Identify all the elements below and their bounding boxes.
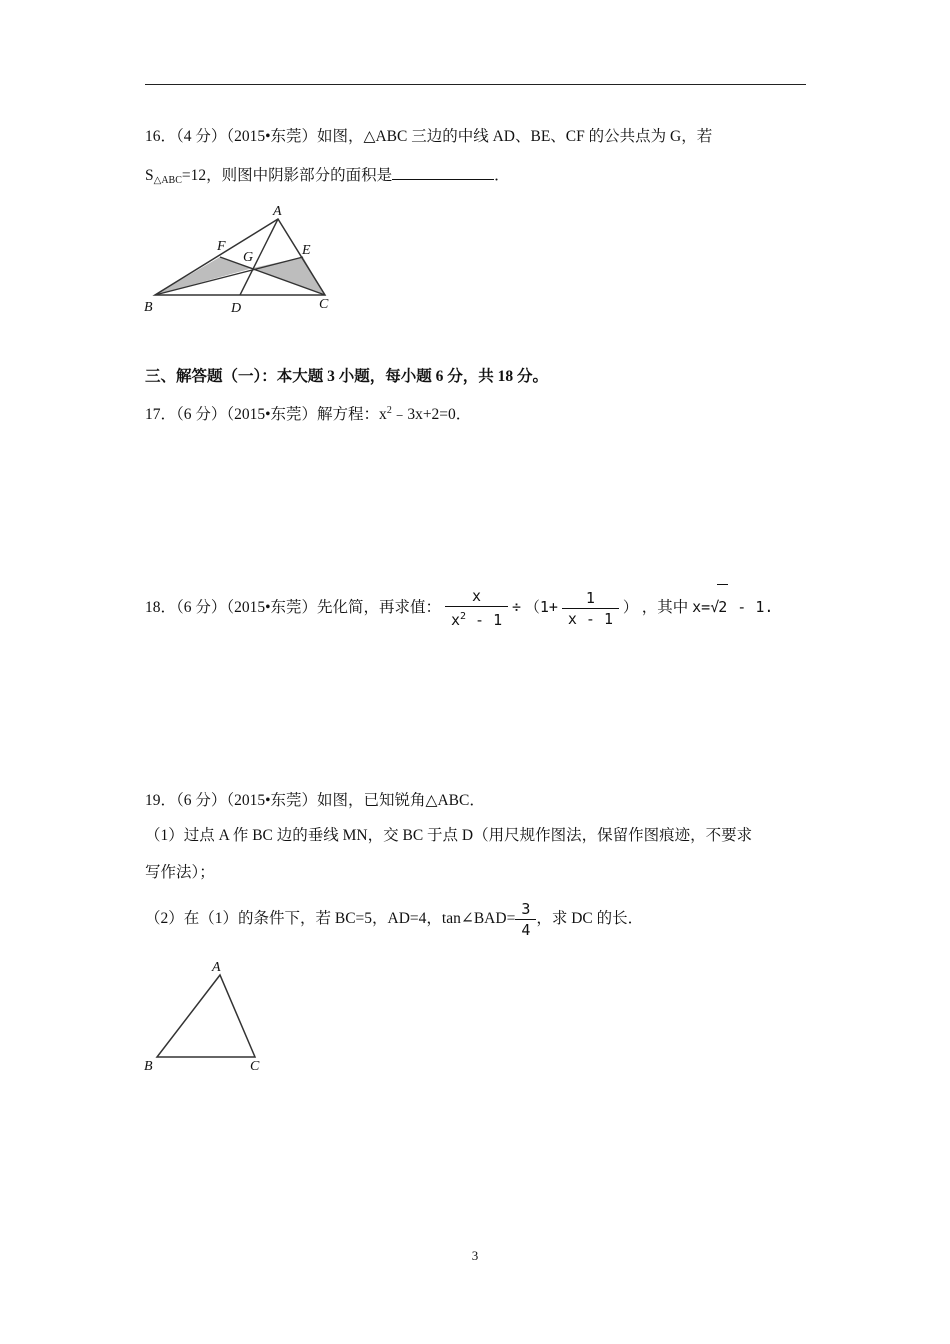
- q16-line2-rest: =12，则图中阴影部分的面积是: [181, 167, 393, 184]
- q16-line2: [145, 165, 510, 191]
- q18-fraction1: [445, 586, 508, 630]
- q16-line2-end: ．: [494, 167, 510, 184]
- q18-divide: ÷: [512, 598, 522, 616]
- page-number: 3: [471, 1248, 479, 1263]
- label-g: G: [243, 250, 254, 265]
- label-c: C: [250, 1059, 260, 1074]
- shaded-region-left: [155, 257, 253, 295]
- q18-sqrt-val: 2: [717, 584, 728, 629]
- label-a: A: [212, 960, 221, 975]
- q18-tail: - 1.: [728, 598, 774, 616]
- header-rule: [145, 84, 806, 85]
- q16-triangle-figure: [140, 200, 345, 320]
- q16-s-main: S: [145, 167, 154, 184]
- q18-paren-close: ）: [622, 598, 638, 616]
- q19-line1: 19．（6 分）（2015•东莞）如图，已知锐角△ABC．: [145, 792, 485, 809]
- q18-frac1-den-base: x: [450, 611, 460, 630]
- q17-suffix: ﹣3x+2=0．: [391, 406, 472, 423]
- q17-prefix: 17．（6 分）（2015•东莞）解方程：x: [145, 406, 387, 423]
- q18-frac1-num: x: [445, 586, 508, 607]
- q18-frac1-den-rest: - 1: [466, 611, 503, 630]
- label-b: B: [144, 300, 153, 315]
- sqrt-icon: √: [710, 598, 720, 616]
- label-e: E: [302, 243, 311, 258]
- q19-line4: [145, 897, 643, 941]
- q19-line3: 写作法）；: [145, 864, 215, 881]
- q19-triangle-figure: [140, 955, 270, 1075]
- q19-line4-suffix: ，求 DC 的长．: [536, 910, 644, 927]
- section3-heading: 三、解答题（一）：本大题 3 小题，每小题 6 分，共 18 分。: [145, 368, 549, 385]
- q18-paren-open: （1+: [524, 598, 558, 616]
- q18-where: ，其中: [641, 599, 689, 616]
- q18-frac2-den: x - 1: [567, 609, 613, 628]
- q19-line4-prefix: （2）在（1）的条件下，若 BC=5，AD=4，tan∠BAD=: [145, 910, 516, 927]
- q19-fraction: [515, 899, 536, 940]
- q16-line1: 16．（4 分）（2015•东莞）如图，△ABC 三边的中线 AD、BE、CF 的公共点为 G，若: [145, 128, 713, 145]
- label-b: B: [144, 1059, 153, 1074]
- q17-sup: 2: [386, 405, 392, 416]
- q18-frac1-den-sup: 2: [459, 611, 466, 623]
- q19-frac-den: 4: [521, 920, 531, 939]
- q16-s-sub: △ABC: [153, 175, 182, 186]
- shaded-region-right: [253, 257, 325, 295]
- q18-fraction2: [562, 588, 619, 629]
- q19-line2: （1）过点 A 作 BC 边的垂线 MN，交 BC 于点 D（用尺规作图法，保留作图痕迹，不要求: [145, 827, 753, 844]
- q18-frac1-den: [445, 607, 508, 630]
- q17-line: [145, 401, 471, 425]
- triangle-abc: [157, 975, 255, 1057]
- label-f: F: [217, 239, 226, 254]
- label-a: A: [273, 204, 282, 219]
- q18-prefix: 18．（6 分）（2015•东莞）先化简，再求值：: [145, 599, 442, 616]
- q18-frac2-num: 1: [562, 588, 619, 609]
- label-d: D: [231, 301, 242, 316]
- answer-blank[interactable]: [392, 165, 494, 180]
- q19-frac-num: 3: [515, 899, 536, 920]
- q18-x-eq: x=: [692, 598, 711, 616]
- label-c: C: [319, 297, 329, 312]
- q18-line: [145, 584, 773, 628]
